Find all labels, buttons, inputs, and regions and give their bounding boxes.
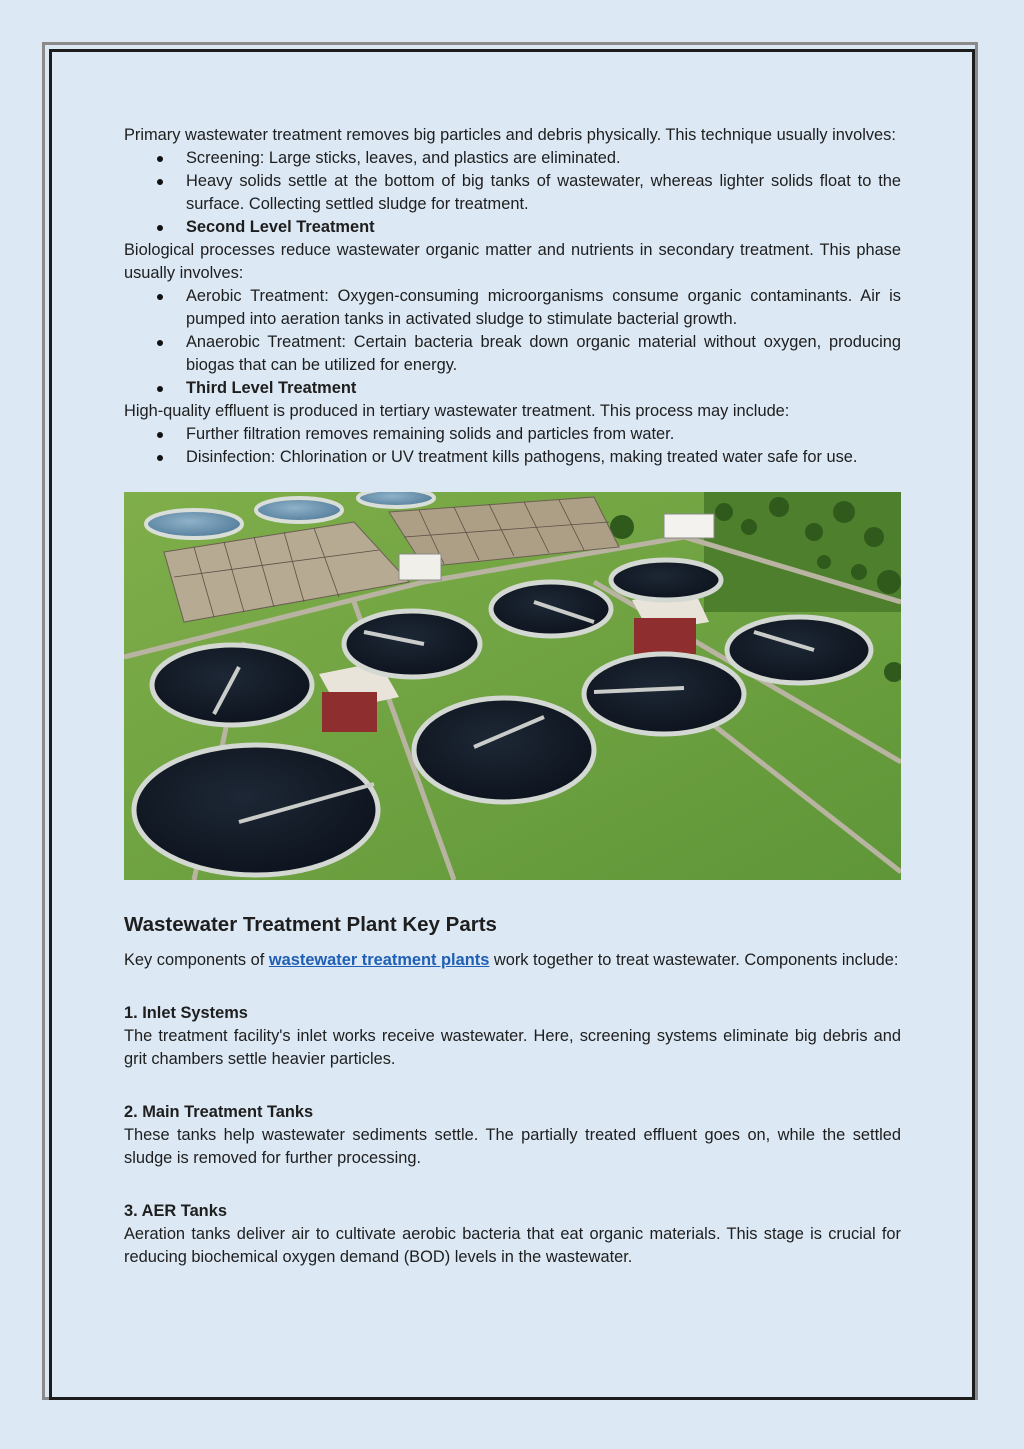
section-aer-tanks bbox=[124, 1200, 901, 1269]
primary-bullet-list bbox=[124, 147, 901, 239]
list-item: Disinfection: Chlorination or UV treatment kills pathogens, making treated water safe for use. bbox=[124, 446, 901, 469]
secondary-intro: Biological processes reduce wastewater organic matter and nutrients in secondary treatment. This phase usually involves: bbox=[124, 241, 901, 282]
primary-intro: Primary wastewater treatment removes big particles and debris physically. This technique usually involves: bbox=[124, 126, 896, 144]
section-title: 3. AER Tanks bbox=[124, 1202, 227, 1220]
section-main-treatment-tanks bbox=[124, 1101, 901, 1170]
tertiary-bullet-list bbox=[124, 423, 901, 469]
secondary-bullet-list bbox=[124, 285, 901, 400]
intro-text-before: Key components of bbox=[124, 951, 269, 969]
key-parts-heading: Wastewater Treatment Plant Key Parts bbox=[124, 913, 497, 936]
section-body: The treatment facility's inlet works receive wastewater. Here, screening systems eliminate big debris and grit chambers settle heavier particles. bbox=[124, 1027, 901, 1068]
second-level-heading: Second Level Treatment bbox=[124, 216, 901, 239]
intro-text-after: work together to treat wastewater. Components include: bbox=[489, 951, 899, 969]
list-item: Screening: Large sticks, leaves, and plastics are eliminated. bbox=[124, 147, 901, 170]
tertiary-intro: High-quality effluent is produced in tertiary wastewater treatment. This process may include: bbox=[124, 402, 790, 420]
section-body: Aeration tanks deliver air to cultivate aerobic bacteria that eat organic materials. This stage is crucial for reducing biochemical oxygen demand (BOD) levels in the wastewater. bbox=[124, 1225, 901, 1266]
list-item: Anaerobic Treatment: Certain bacteria break down organic material without oxygen, producing biogas that can be utilized for energy. bbox=[124, 331, 901, 377]
list-item: Heavy solids settle at the bottom of big tanks of wastewater, whereas lighter solids float to the surface. Collecting settled sludge for treatment. bbox=[124, 170, 901, 216]
list-item: Aerobic Treatment: Oxygen-consuming microorganisms consume organic contaminants. Air is pumped into aeration tanks in activated sludge to stimulate bacterial growth. bbox=[124, 285, 901, 331]
wastewater-treatment-plants-link[interactable]: wastewater treatment plants bbox=[268, 951, 490, 969]
key-parts-intro bbox=[124, 949, 901, 972]
list-item: Further filtration removes remaining solids and particles from water. bbox=[124, 423, 901, 446]
section-title: 2. Main Treatment Tanks bbox=[124, 1103, 314, 1121]
document-body bbox=[124, 124, 901, 1269]
section-body: These tanks help wastewater sediments settle. The partially treated effluent goes on, while the settled sludge is removed for further processing. bbox=[124, 1126, 901, 1167]
section-title: 1. Inlet Systems bbox=[124, 1004, 248, 1022]
treatment-plant-aerial-photo bbox=[124, 492, 901, 880]
section-inlet-systems bbox=[124, 1002, 901, 1071]
third-level-heading: Third Level Treatment bbox=[124, 377, 901, 400]
